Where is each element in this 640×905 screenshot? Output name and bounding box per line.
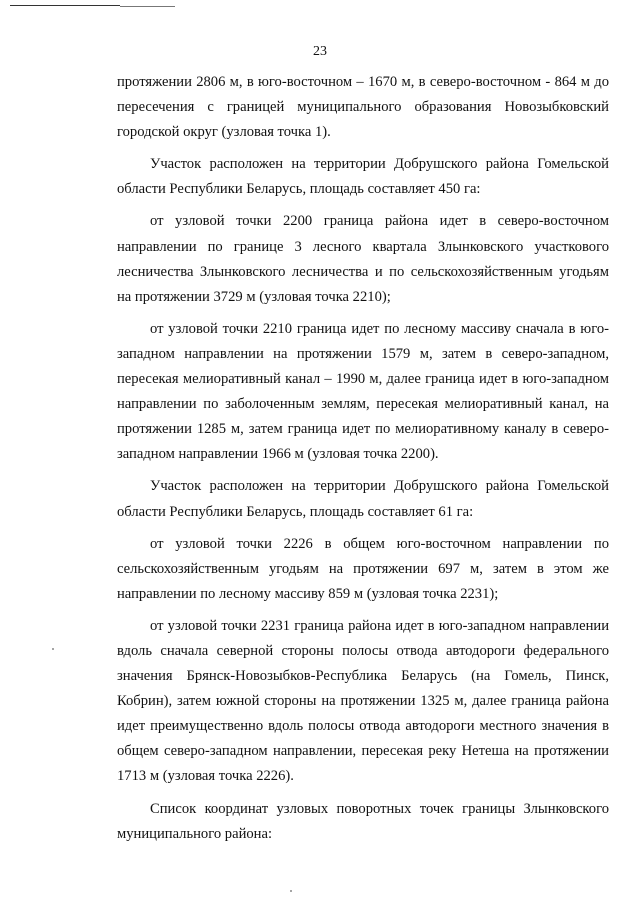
scan-edge-line (10, 5, 120, 6)
paragraph-plot-description: Участок расположен на территории Добрушского района Гомельской области Республики Беларусь, площадь составляет 61 га: (117, 478, 609, 520)
paragraph-coordinates-intro: Список координат узловых поворотных точек границы Злынковского муниципального района: (117, 800, 609, 842)
scan-edge-line (120, 6, 175, 7)
paragraph-boundary-segment: от узловой точки 2226 в общем юго-восточном направлении по сельскохозяйственным угодьям на протяжении 697 м, затем в этом же направлении по лесному массиву 859 м (узловая точка 2231); (117, 535, 609, 602)
paragraph-boundary-segment: от узловой точки 2200 граница района идет в северо-восточном направлении по границе 3 лесного квартала Злынковского участкового лесничества Злынковского лесничества и по сельскохозяйственным угодьям на протяжении 3729 м (узловая точка 2210); (117, 213, 609, 305)
scan-speck (52, 648, 54, 650)
paragraph-plot-description: Участок расположен на территории Добрушского района Гомельской области Республики Беларусь, площадь составляет 450 га: (117, 156, 609, 198)
paragraph-boundary-segment: от узловой точки 2231 граница района идет в юго-западном направлении вдоль сначала северной стороны полосы отвода автодороги федерального значения Брянск-Новозыбков-Республика Беларусь (на Гомель, Пинск, Кобрин), затем южной стороны на протяжении 1325 м, далее граница района идет преимущественно вдоль полосы отвода автодороги местного значения в общем северо-западном направлении, пересекая реку Нетеша на протяжении 1713 м (узловая точка 2226). (117, 617, 609, 785)
paragraph-continuation: протяжении 2806 м, в юго-восточном – 1670 м, в северо-восточном - 864 м до пересечения с границей муниципального образования Новозыбковский городской округ (узловая точка 1). (117, 74, 609, 141)
paragraph-boundary-segment: от узловой точки 2210 граница идет по лесному массиву сначала в юго-западном направлении на протяжении 1579 м, затем в северо-западном, пересекая мелиоративный канал – 1990 м, далее граница идет в юго-западном направлении по заболоченным землям, пересекая мелиоративный канал, на протяжении 1285 м, затем граница идет по мелиоративному каналу в северо-западном направлении 1966 м (узловая точка 2200). (117, 320, 609, 463)
document-body (117, 70, 609, 854)
scan-speck (290, 890, 292, 892)
page-number: 23 (313, 44, 327, 59)
